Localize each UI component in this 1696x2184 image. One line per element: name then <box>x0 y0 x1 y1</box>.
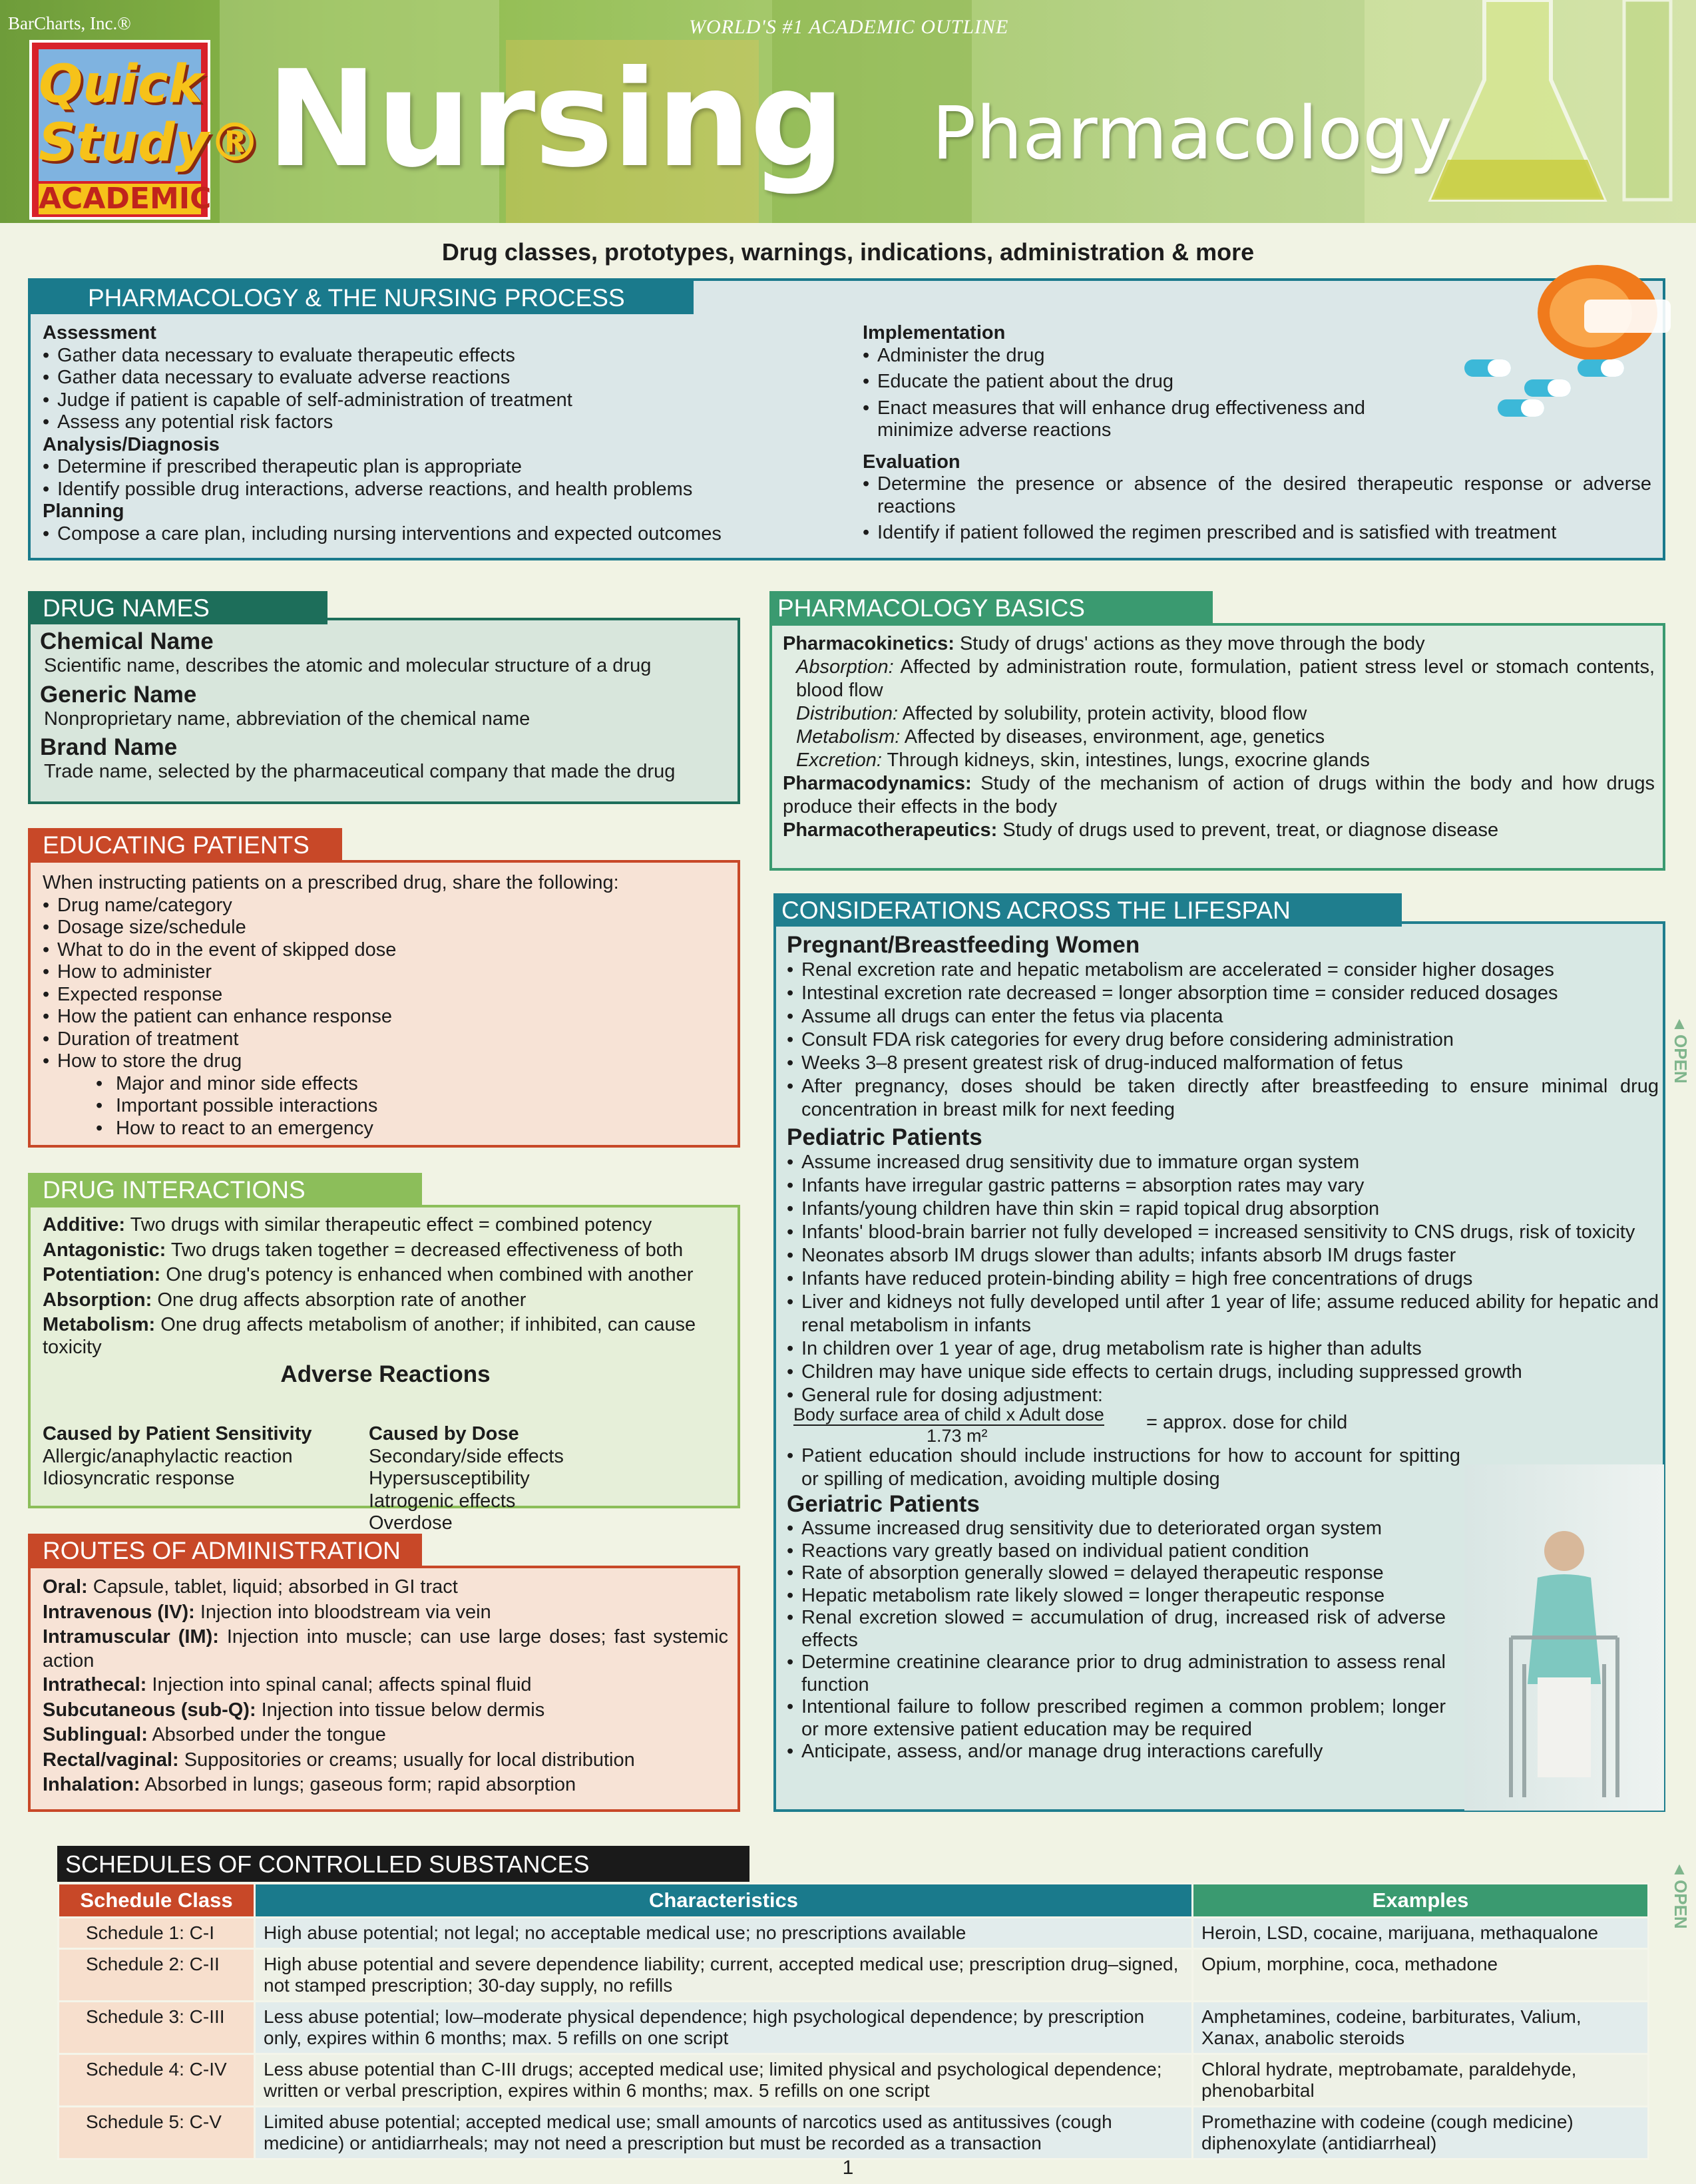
term: Sublingual: <box>43 1724 148 1745</box>
list-item: • Intestinal excretion rate decreased = longer absorption time = consider reduced dosages <box>787 982 1659 1005</box>
logo-text: Quick <box>39 55 203 114</box>
educating-patients-section <box>28 831 740 1148</box>
list-item: Allergic/anaphylactic reaction <box>43 1445 293 1467</box>
list-item: • Assume increased drug sensitivity due to immature organ system <box>787 1151 1659 1174</box>
definition: Two drugs taken together = decreased effectiveness of both <box>166 1239 684 1261</box>
schedule-class: Schedule 3: C-III <box>59 2002 255 2054</box>
interaction-item <box>43 1314 728 1359</box>
logo-text: Study® <box>39 113 261 173</box>
list-item: • Enact measures that will enhance drug effectiveness and minimize adverse reactions <box>863 397 1430 442</box>
schedule-class: Schedule 4: C-IV <box>59 2054 255 2107</box>
definition: Through kidneys, skin, intestines, lungs, exocrine glands <box>881 750 1370 771</box>
term: Pharmacodynamics: <box>783 773 972 794</box>
schedule-characteristics: Limited abuse potential; accepted medical use; small amounts of narcotics used as antitussives (cough medicine) or antidiarrheals; may not need a prescription but must be recorded as a transaction <box>255 2107 1193 2159</box>
elderly-patient-photo <box>1464 1464 1664 1811</box>
section-heading: CONSIDERATIONS ACROSS THE LIFESPAN <box>773 893 1402 927</box>
list-item: Secondary/side effects <box>369 1445 564 1467</box>
formula-result: = approx. dose for child <box>1146 1412 1348 1433</box>
definition: Affected by administration route, formulation, patient stress level or stomach contents, blood flow <box>796 656 1655 701</box>
term: Absorption: <box>796 656 894 678</box>
interaction-item <box>43 1239 728 1262</box>
route-item <box>43 1625 728 1673</box>
definition: One drug's potency is enhanced when combined with another <box>160 1264 694 1285</box>
route-item <box>43 1575 728 1600</box>
term: Metabolism: <box>796 726 901 748</box>
pregnant-title: Pregnant/Breastfeeding Women <box>787 932 1140 958</box>
list-item: • Duration of treatment <box>43 1028 728 1051</box>
route-item <box>43 1773 728 1798</box>
interaction-item <box>43 1264 728 1287</box>
item-title: Chemical Name <box>40 628 214 654</box>
list-item: • Patient education should include instructions for how to account for spitting or spilling of medication, avoiding multiple dosing <box>787 1444 1460 1491</box>
definition: Study of drugs' actions as they move through the body <box>954 633 1425 654</box>
list-item: • Rate of absorption generally slowed = delayed therapeutic response <box>787 1562 1446 1585</box>
list-item: • Renal excretion slowed = accumulation of drug, increased risk of adverse effects <box>787 1607 1446 1651</box>
routes-list <box>43 1575 728 1798</box>
schedule-class: Schedule 5: C-V <box>59 2107 255 2159</box>
list-item: • After pregnancy, doses should be taken directly after breastfeeding to ensure minimal drug concentration in breast milk for next feeding <box>787 1075 1659 1122</box>
item-title: Generic Name <box>40 681 197 708</box>
term: Intravenous (IV): <box>43 1601 195 1623</box>
definition: Capsule, tablet, liquid; absorbed in GI tract <box>87 1576 458 1598</box>
schedule-class: Schedule 1: C-I <box>59 1918 255 1949</box>
basics-subitem <box>783 656 1655 702</box>
tagline: WORLD'S #1 ACADEMIC OUTLINE <box>689 16 1009 38</box>
list-item: • Identify possible drug interactions, adverse reactions, and health problems <box>43 479 841 501</box>
term: Potentiation: <box>43 1264 161 1285</box>
geriatric-title: Geriatric Patients <box>787 1491 980 1517</box>
column-title: Caused by Patient Sensitivity <box>43 1423 312 1444</box>
definition: Study of the mechanism of action of drugs within the body and how drugs produce their effects in the body <box>783 773 1655 817</box>
column-header: Examples <box>1193 1884 1649 1918</box>
implementation-title: Implementation <box>863 322 1006 343</box>
process-left-column <box>43 322 841 545</box>
definition: Absorbed in lungs; gaseous form; rapid absorption <box>140 1774 576 1795</box>
list-item: • Renal excretion rate and hepatic metabolism are accelerated = consider higher dosages <box>787 959 1659 982</box>
list-item: • Infants have irregular gastric patterns = absorption rates may vary <box>787 1174 1659 1198</box>
list-item: • Consult FDA risk categories for every drug before considering administration <box>787 1028 1659 1052</box>
basics-content <box>783 632 1655 842</box>
schedule-class: Schedule 2: C-II <box>59 1949 255 2002</box>
routes-section <box>28 1537 740 1812</box>
schedule-examples: Heroin, LSD, cocaine, marijuana, methaqualone <box>1193 1918 1649 1949</box>
logo-panel <box>39 49 261 181</box>
item-text: Scientific name, describes the atomic and molecular structure of a drug <box>44 655 652 676</box>
list-item: • Educate the patient about the drug <box>863 371 1651 393</box>
page-title: Nursing <box>266 42 844 197</box>
sub-list-item: • How to react to an emergency <box>43 1118 728 1140</box>
logo-academic: ACADEMIC <box>39 182 212 216</box>
table-row <box>59 2054 1649 2107</box>
formula-denominator: 1.73 m² <box>927 1426 988 1446</box>
list-item: • Neonates absorb IM drugs slower than adults; infants absorb IM drugs faster <box>787 1244 1659 1267</box>
schedule-characteristics: Less abuse potential; low–moderate physical dependence; high psychological dependence; by prescription only, expires within 6 months; max. 5 refills on one script <box>255 2002 1193 2054</box>
list-item: • Identify if patient followed the regimen prescribed and is satisfied with treatment <box>863 522 1651 545</box>
section-heading: DRUG NAMES <box>28 591 327 624</box>
item-title: Brand Name <box>40 734 178 760</box>
section-heading: PHARMACOLOGY BASICS <box>769 591 1213 624</box>
schedule-examples: Chloral hydrate, meptrobamate, paraldehyde, phenobarbital <box>1193 2054 1649 2107</box>
definition: Absorbed under the tongue <box>147 1724 386 1745</box>
basics-item <box>783 819 1655 842</box>
open-tab: ▲ OPEN <box>1671 1858 1691 1929</box>
route-item <box>43 1698 728 1723</box>
list-item: • Gather data necessary to evaluate adverse reactions <box>43 367 841 389</box>
basics-subitem <box>783 702 1655 726</box>
adverse-col-sensitivity <box>43 1423 362 1490</box>
term: Subcutaneous (sub-Q): <box>43 1699 256 1721</box>
list-item: • Determine the presence or absence of the desired therapeutic response or adverse reactions <box>863 473 1651 518</box>
pediatric-title: Pediatric Patients <box>787 1124 982 1150</box>
definition: Injection into muscle; can use large doses; fast systemic action <box>43 1626 729 1671</box>
list-item: • Determine creatinine clearance prior to drug administration to assess renal function <box>787 1651 1446 1696</box>
table-row <box>59 1949 1649 2002</box>
item-text: Trade name, selected by the pharmaceutical company that made the drug <box>44 761 676 782</box>
sub-list-item: • Major and minor side effects <box>43 1073 728 1096</box>
list-item: Overdose <box>369 1512 453 1534</box>
geriatric-list <box>787 1518 1446 1763</box>
list-item: • How the patient can enhance response <box>43 1006 728 1028</box>
list-item: • Gather data necessary to evaluate therapeutic effects <box>43 345 841 367</box>
sub-list-item: • Important possible interactions <box>43 1095 728 1118</box>
definition: Affected by diseases, environment, age, genetics <box>900 726 1325 748</box>
list-item: • Assume all drugs can enter the fetus via placenta <box>787 1005 1659 1028</box>
term: Pharmacotherapeutics: <box>783 819 998 841</box>
definition: Injection into tissue below dermis <box>256 1699 545 1721</box>
list-item: • Reactions vary greatly based on individual patient condition <box>787 1540 1446 1563</box>
adverse-reactions-title: Adverse Reactions <box>280 1361 491 1387</box>
section-heading: PHARMACOLOGY & THE NURSING PROCESS <box>28 281 694 314</box>
planning-title: Planning <box>43 501 124 522</box>
list-item: • Liver and kidneys not fully developed until after 1 year of life; assume reduced ability for hepatic and renal metabolism in infants <box>787 1291 1659 1337</box>
schedule-examples: Amphetamines, codeine, barbiturates, Valium, Xanax, anabolic steroids <box>1193 2002 1649 2054</box>
section-heading: ROUTES OF ADMINISTRATION <box>28 1534 422 1567</box>
section-heading: DRUG INTERACTIONS <box>28 1173 422 1206</box>
list-item: • What to do in the event of skipped dose <box>43 939 728 962</box>
list-item: • Intentional failure to follow prescribed regimen a common problem; longer or more extensive patient education may be required <box>787 1696 1446 1741</box>
list-item: • How to store the drug <box>43 1050 728 1073</box>
list-item: Idiosyncratic response <box>43 1468 235 1489</box>
term: Rectal/vaginal: <box>43 1749 179 1771</box>
pharmacology-basics-section <box>769 594 1665 871</box>
item-text: Nonproprietary name, abbreviation of the chemical name <box>44 708 530 730</box>
schedule-characteristics: High abuse potential; not legal; no acceptable medical use; no prescriptions available <box>255 1918 1193 1949</box>
route-item <box>43 1673 728 1698</box>
open-tab-label: OPEN <box>1671 1880 1691 1929</box>
basics-subitem <box>783 749 1655 772</box>
drug-interactions-section <box>28 1176 740 1534</box>
assessment-title: Assessment <box>43 322 156 343</box>
definition: Injection into spinal canal; affects spinal fluid <box>146 1674 532 1695</box>
schedule-characteristics: Less abuse potential than C-III drugs; accepted medical use; limited physical and psychological dependence; written or verbal prescription, expires within 6 months; max. 5 refills on one script <box>255 2054 1193 2107</box>
term: Absorption: <box>43 1289 152 1311</box>
basics-subitem <box>783 726 1655 749</box>
list-item: • Anticipate, assess, and/or manage drug interactions carefully <box>787 1741 1534 1763</box>
column-header: Characteristics <box>255 1884 1193 1918</box>
definition: Two drugs with similar therapeutic effect = combined potency <box>125 1214 652 1235</box>
definition: One drug affects absorption rate of another <box>152 1289 527 1311</box>
adverse-col-dose <box>369 1423 688 1535</box>
basics-item <box>783 772 1655 819</box>
term: Pharmacokinetics: <box>783 633 954 654</box>
list-item: • Drug name/category <box>43 895 728 917</box>
drug-names-list <box>40 628 726 783</box>
schedule-examples: Promethazine with codeine (cough medicine) diphenoxylate (antidiarrheal) <box>1193 2107 1649 2159</box>
column-title: Caused by Dose <box>369 1423 519 1444</box>
interaction-item <box>43 1214 728 1237</box>
column-header: Schedule Class <box>59 1884 255 1918</box>
definition: One drug affects metabolism of another; if inhibited, can cause toxicity <box>43 1314 696 1358</box>
term: Intrathecal: <box>43 1674 147 1695</box>
open-tab-label: OPEN <box>1671 1034 1691 1084</box>
page-number: 1 <box>842 2157 854 2179</box>
term: Oral: <box>43 1576 88 1598</box>
list-item: • Assume increased drug sensitivity due to deteriorated organ system <box>787 1518 1446 1540</box>
term: Intramuscular (IM): <box>43 1626 219 1647</box>
nursing-process-section <box>28 278 1665 560</box>
table-header-row <box>59 1884 1649 1918</box>
publisher-name: BarCharts, Inc.® <box>8 13 131 33</box>
term: Antagonistic: <box>43 1239 166 1261</box>
open-tab: ▲ OPEN <box>1671 1013 1691 1084</box>
list-item: • Dosage size/schedule <box>43 917 728 939</box>
page-title-sub: Pharmacology <box>932 91 1452 176</box>
section-heading: EDUCATING PATIENTS <box>28 828 342 861</box>
definition: Suppositories or creams; usually for local distribution <box>178 1749 635 1771</box>
term: Additive: <box>43 1214 126 1235</box>
interaction-item <box>43 1289 728 1312</box>
list-item: • Expected response <box>43 984 728 1006</box>
list-item: • Determine if prescribed therapeutic plan is appropriate <box>43 456 841 479</box>
list-item: • Administer the drug <box>863 345 1651 367</box>
schedule-examples: Opium, morphine, coca, methadone <box>1193 1949 1649 2002</box>
schedules-heading: SCHEDULES OF CONTROLLED SUBSTANCES <box>57 1846 749 1882</box>
list-item: • General rule for dosing adjustment: <box>787 1384 1659 1407</box>
route-item <box>43 1748 728 1773</box>
list-item: • Hepatic metabolism rate likely slowed = longer therapeutic response <box>787 1585 1446 1608</box>
term: Inhalation: <box>43 1774 140 1795</box>
list-item: Iatrogenic effects <box>369 1490 516 1512</box>
list-item: Hypersusceptibility <box>369 1468 530 1489</box>
list-item: • Assess any potential risk factors <box>43 411 841 434</box>
term: Excretion: <box>796 750 882 771</box>
list-item: • How to administer <box>43 961 728 984</box>
definition: Injection into bloodstream via vein <box>194 1601 491 1623</box>
list-item: • Weeks 3–8 present greatest risk of drug-induced malformation of fetus <box>787 1052 1659 1075</box>
route-item <box>43 1723 728 1748</box>
list-item: • Infants have reduced protein-binding ability = high free concentrations of drugs <box>787 1267 1659 1291</box>
route-item <box>43 1600 728 1626</box>
list-item: • Infants/young children have thin skin = rapid topical drug absorption <box>787 1198 1659 1221</box>
table-row <box>59 1918 1649 1949</box>
table-row <box>59 2002 1649 2054</box>
interactions-list <box>43 1214 728 1388</box>
drug-names-section <box>28 594 740 804</box>
term: Distribution: <box>796 703 899 724</box>
definition: Affected by solubility, protein activity, blood flow <box>898 703 1307 724</box>
educating-list <box>43 872 728 1140</box>
list-item: • Compose a care plan, including nursing interventions and expected outcomes <box>43 523 841 546</box>
term: Metabolism: <box>43 1314 156 1335</box>
schedule-characteristics: High abuse potential and severe dependence liability; current, accepted medical use; prescription drug–signed, not stamped prescription; 30-day supply, no refills <box>255 1949 1193 2002</box>
analysis-title: Analysis/Diagnosis <box>43 433 220 455</box>
schedules-table <box>57 1882 1649 2160</box>
pill-bottle-icon <box>1424 260 1677 433</box>
evaluation-title: Evaluation <box>863 451 960 473</box>
list-item: • Infants' blood-brain barrier not fully developed = increased sensitivity to CNS drugs, risk of toxicity <box>787 1221 1659 1244</box>
educating-intro: When instructing patients on a prescribed drug, share the following: <box>43 872 619 893</box>
list-item: • Children may have unique side effects to certain drugs, including suppressed growth <box>787 1361 1659 1384</box>
list-item: • Judge if patient is capable of self-administration of treatment <box>43 389 841 412</box>
walker-icon <box>1464 1464 1664 1811</box>
definition: Study of drugs used to prevent, treat, or diagnose disease <box>997 819 1499 841</box>
formula-numerator: Body surface area of child x Adult dose <box>793 1405 1104 1424</box>
list-item: • In children over 1 year of age, drug metabolism rate is higher than adults <box>787 1337 1659 1361</box>
basics-item <box>783 632 1655 656</box>
page-subtitle: Drug classes, prototypes, warnings, indications, administration & more <box>441 238 1255 266</box>
dosing-formula <box>787 1407 1659 1444</box>
table-row <box>59 2107 1649 2159</box>
quickstudy-logo <box>29 40 261 220</box>
